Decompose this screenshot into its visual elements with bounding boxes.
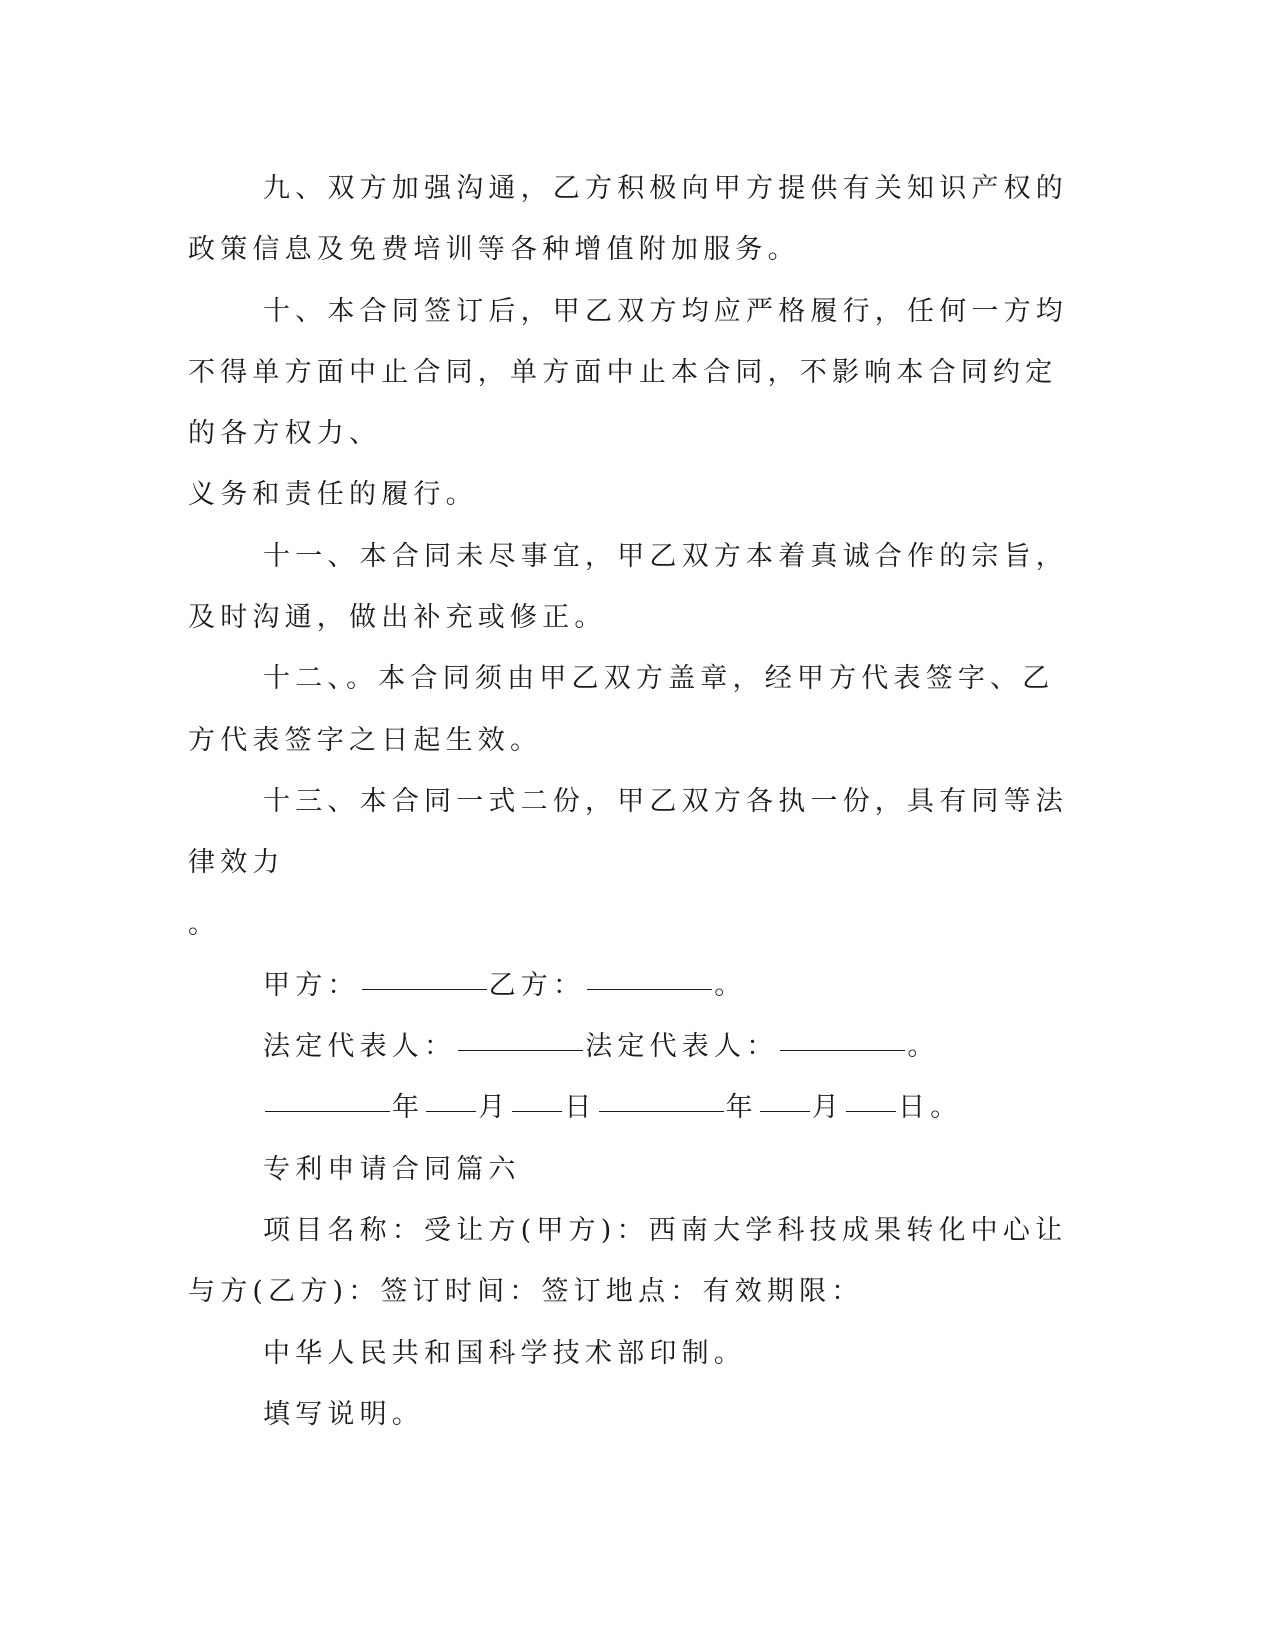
clause-12: 十二、。本合同须由甲乙双方盖章，经甲方代表签字、乙方代表签字之日起生效。 [188,663,1055,756]
date-b-month-blank [760,1075,810,1112]
party-a-label: 甲方： [263,969,360,1001]
party-b-label: 乙方： [488,969,586,1001]
clause-10-text: 十、本合同签订后，甲乙双方均应严格履行，任何一方均不得单方面中止合同，单方面中止本合同，不影响本合同约定的各方权力、 [188,295,1068,450]
date-a-day-blank [512,1075,562,1112]
rep-b-blank [780,1014,905,1051]
section-6-project: 项目名称：受让方(甲方)：西南大学科技成果转化中心让与方(乙方)：签订时间：签订地点：有效期限： [188,1215,1068,1308]
clause-9: 九、双方加强沟通，乙方积极向甲方提供有关知识产权的政策信息及免费培训等各种增值附加服务。 [188,173,1068,266]
clause-11: 十一、本合同未尽事宜，甲乙双方本着真诚合作的宗旨，及时沟通，做出补充或修正。 [188,540,1068,634]
rep-a-blank [458,1014,583,1051]
date-a-month-blank [426,1075,476,1112]
party-b-blank [587,953,712,990]
party-a-blank [362,953,487,990]
clause-10 [188,281,1068,465]
section-6-title: 专利申请合同篇六 [263,1153,521,1185]
document-body [188,158,1068,1445]
rep-line-end: 。 [907,1031,940,1063]
rep-b-label: 法定代表人： [585,1031,779,1063]
signature-rep-line [188,1016,1068,1077]
signature-date-line [188,1077,1068,1138]
date-b-month: 月 [811,1092,845,1124]
date-b-year-blank [599,1075,724,1112]
rep-a-label: 法定代表人： [263,1031,457,1063]
date-b-year: 年 [725,1092,758,1124]
date-a-day: 日 [564,1092,597,1124]
signature-party-line [188,955,1068,1016]
clause-13-end-mark: 。 [188,908,221,940]
clause-10-continued: 义务和责任的履行。 [188,479,478,511]
date-a-year: 年 [392,1092,425,1124]
date-b-day: 日。 [898,1092,963,1124]
date-b-day-blank [846,1075,896,1112]
date-a-month: 月 [478,1092,511,1124]
clause-13: 十三、本合同一式二份，甲乙双方各执一份，具有同等法律效力 [188,785,1068,879]
section-6-instructions: 填写说明。 [263,1398,424,1430]
date-a-year-blank [265,1075,390,1112]
party-line-end: 。 [714,969,747,1001]
section-6-printer: 中华人民共和国科学技术部印制。 [263,1337,746,1369]
